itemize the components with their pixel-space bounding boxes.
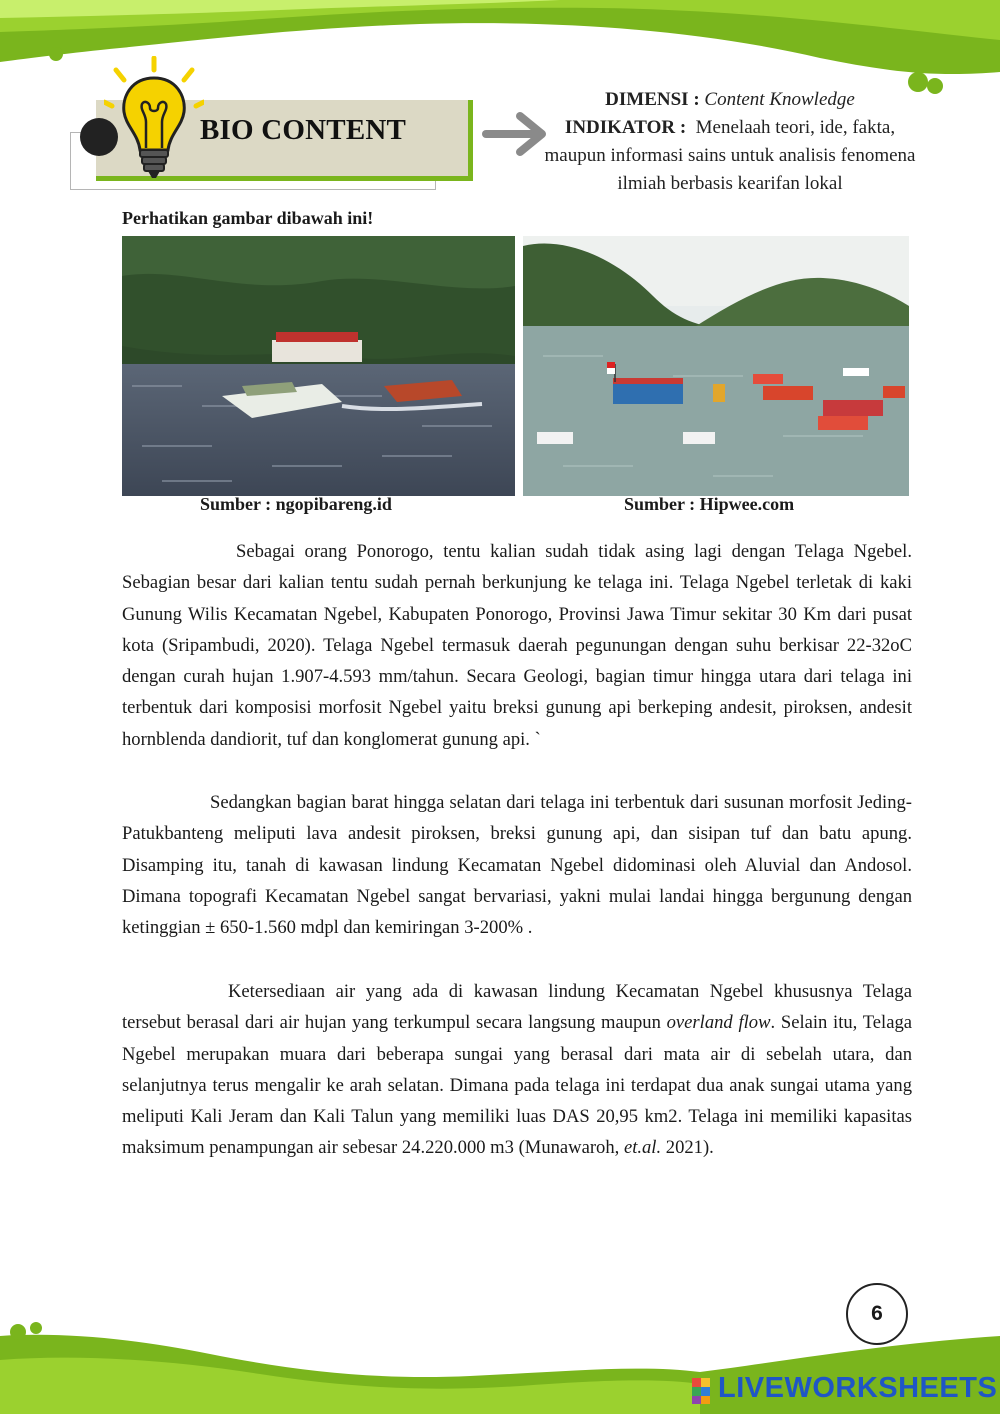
paragraph-3-text-b: . Selain itu, Telaga Ngebel merupakan muara dari beberapa sungai yang berasal dari mata air di sebelah utara, dan selanjutnya terus mengalir ke arah selatan. Dimana pada telaga ini terdapat dua anak sungai utama yang meliputi Kali Jeram dan Kali Talun yang memiliki luas DAS 20,95 km2. Telaga ini memiliki kapasitas maksimum penampungan air sebesar 24.220.000 m3 (Munawaroh, [122,1012,912,1159]
paragraph-3-italic-citation: et.al. [623,1137,662,1159]
lake-speedboat-photo [122,236,515,496]
dimensi-value: Content Knowledge [704,89,855,110]
paragraph-3-italic-term: overland flow [666,1012,771,1034]
liveworksheets-logo-icon [692,1378,710,1404]
instruction-text: Perhatikan gambar dibawah ini! [122,208,374,228]
paragraph-3-text-c: 2021). [665,1137,714,1159]
paragraph-1 [122,536,912,755]
paragraph-2 [122,787,912,943]
lake-boats-festival-photo [523,236,909,496]
dimensi-line [540,86,920,114]
paragraph-2-text: Sedangkan bagian barat hingga selatan dari telaga ini terbentuk dari susunan morfosit Jeding-Patukbanteng meliputi lava andesit piroksen, breksi gunung api, dan sisipan tuf dan batu apung. Disamping itu, tanah di kawasan lindung Kecamatan Ngebel didominasi oleh Aluvial dan Andosol. Dimana topografi Kecamatan Ngebel sangat bervariasi, yakni mulai landai hingga bergunung dengan ketinggian ± 650-1.560 mdpl dan kemiringan 3-200% . [122,792,912,939]
liveworksheets-brand[interactable] [718,1372,997,1405]
indikator-value: Menelaah teori, ide, fakta, maupun informasi sains untuk analisis fenomena ilmiah berbasis kearifan lokal [544,117,916,194]
indikator-label: INDIKATOR : [564,117,687,138]
photo-caption-source-1: Sumber : ngopibareng.id [200,494,392,514]
photo-caption-source-2: Sumber : Hipwee.com [624,494,795,514]
brand-text: LIVEWORKSHEETS [718,1372,998,1404]
paragraph-3-text-a: Ketersediaan air yang ada di kawasan lindung Kecamatan Ngebel khususnya Telaga tersebut berasal dari air hujan yang terkumpul secara langsung maupun [122,981,912,1034]
indikator-line [540,114,920,198]
paragraph-1-text: Sebagai orang Ponorogo, tentu kalian sudah tidak asing lagi dengan Telaga Ngebel. Sebagian besar dari kalian tentu sudah pernah berkunjung ke telaga ini. Telaga Ngebel terletak di kaki Gunung Wilis Kecamatan Ngebel, Kabupaten Ponorogo, Provinsi Jawa Timur sekitar 30 Km dari pusat kota (Sripambudi, 2020). Telaga Ngebel termasuk daerah pegunungan dengan suhu berkisar 22-32oC dengan curah hujan 1.907-4.593 mm/tahun. Secara Geologi, bagian timur hingga utara dari telaga ini terbentuk dari komposisi morfosit Ngebel yaitu breksi gunung api berkeping andesit, piroksen, andesit hornblenda dandiorit, tuf dan konglomerat gunung api. ` [122,541,912,750]
lightbulb-icon [104,56,204,186]
paragraph-3 [122,976,912,1164]
page-number: 6 [846,1283,908,1345]
dimensi-label: DIMENSI : [605,89,700,110]
section-title: BIO CONTENT [200,114,407,146]
dimension-indicator-block [540,86,920,198]
